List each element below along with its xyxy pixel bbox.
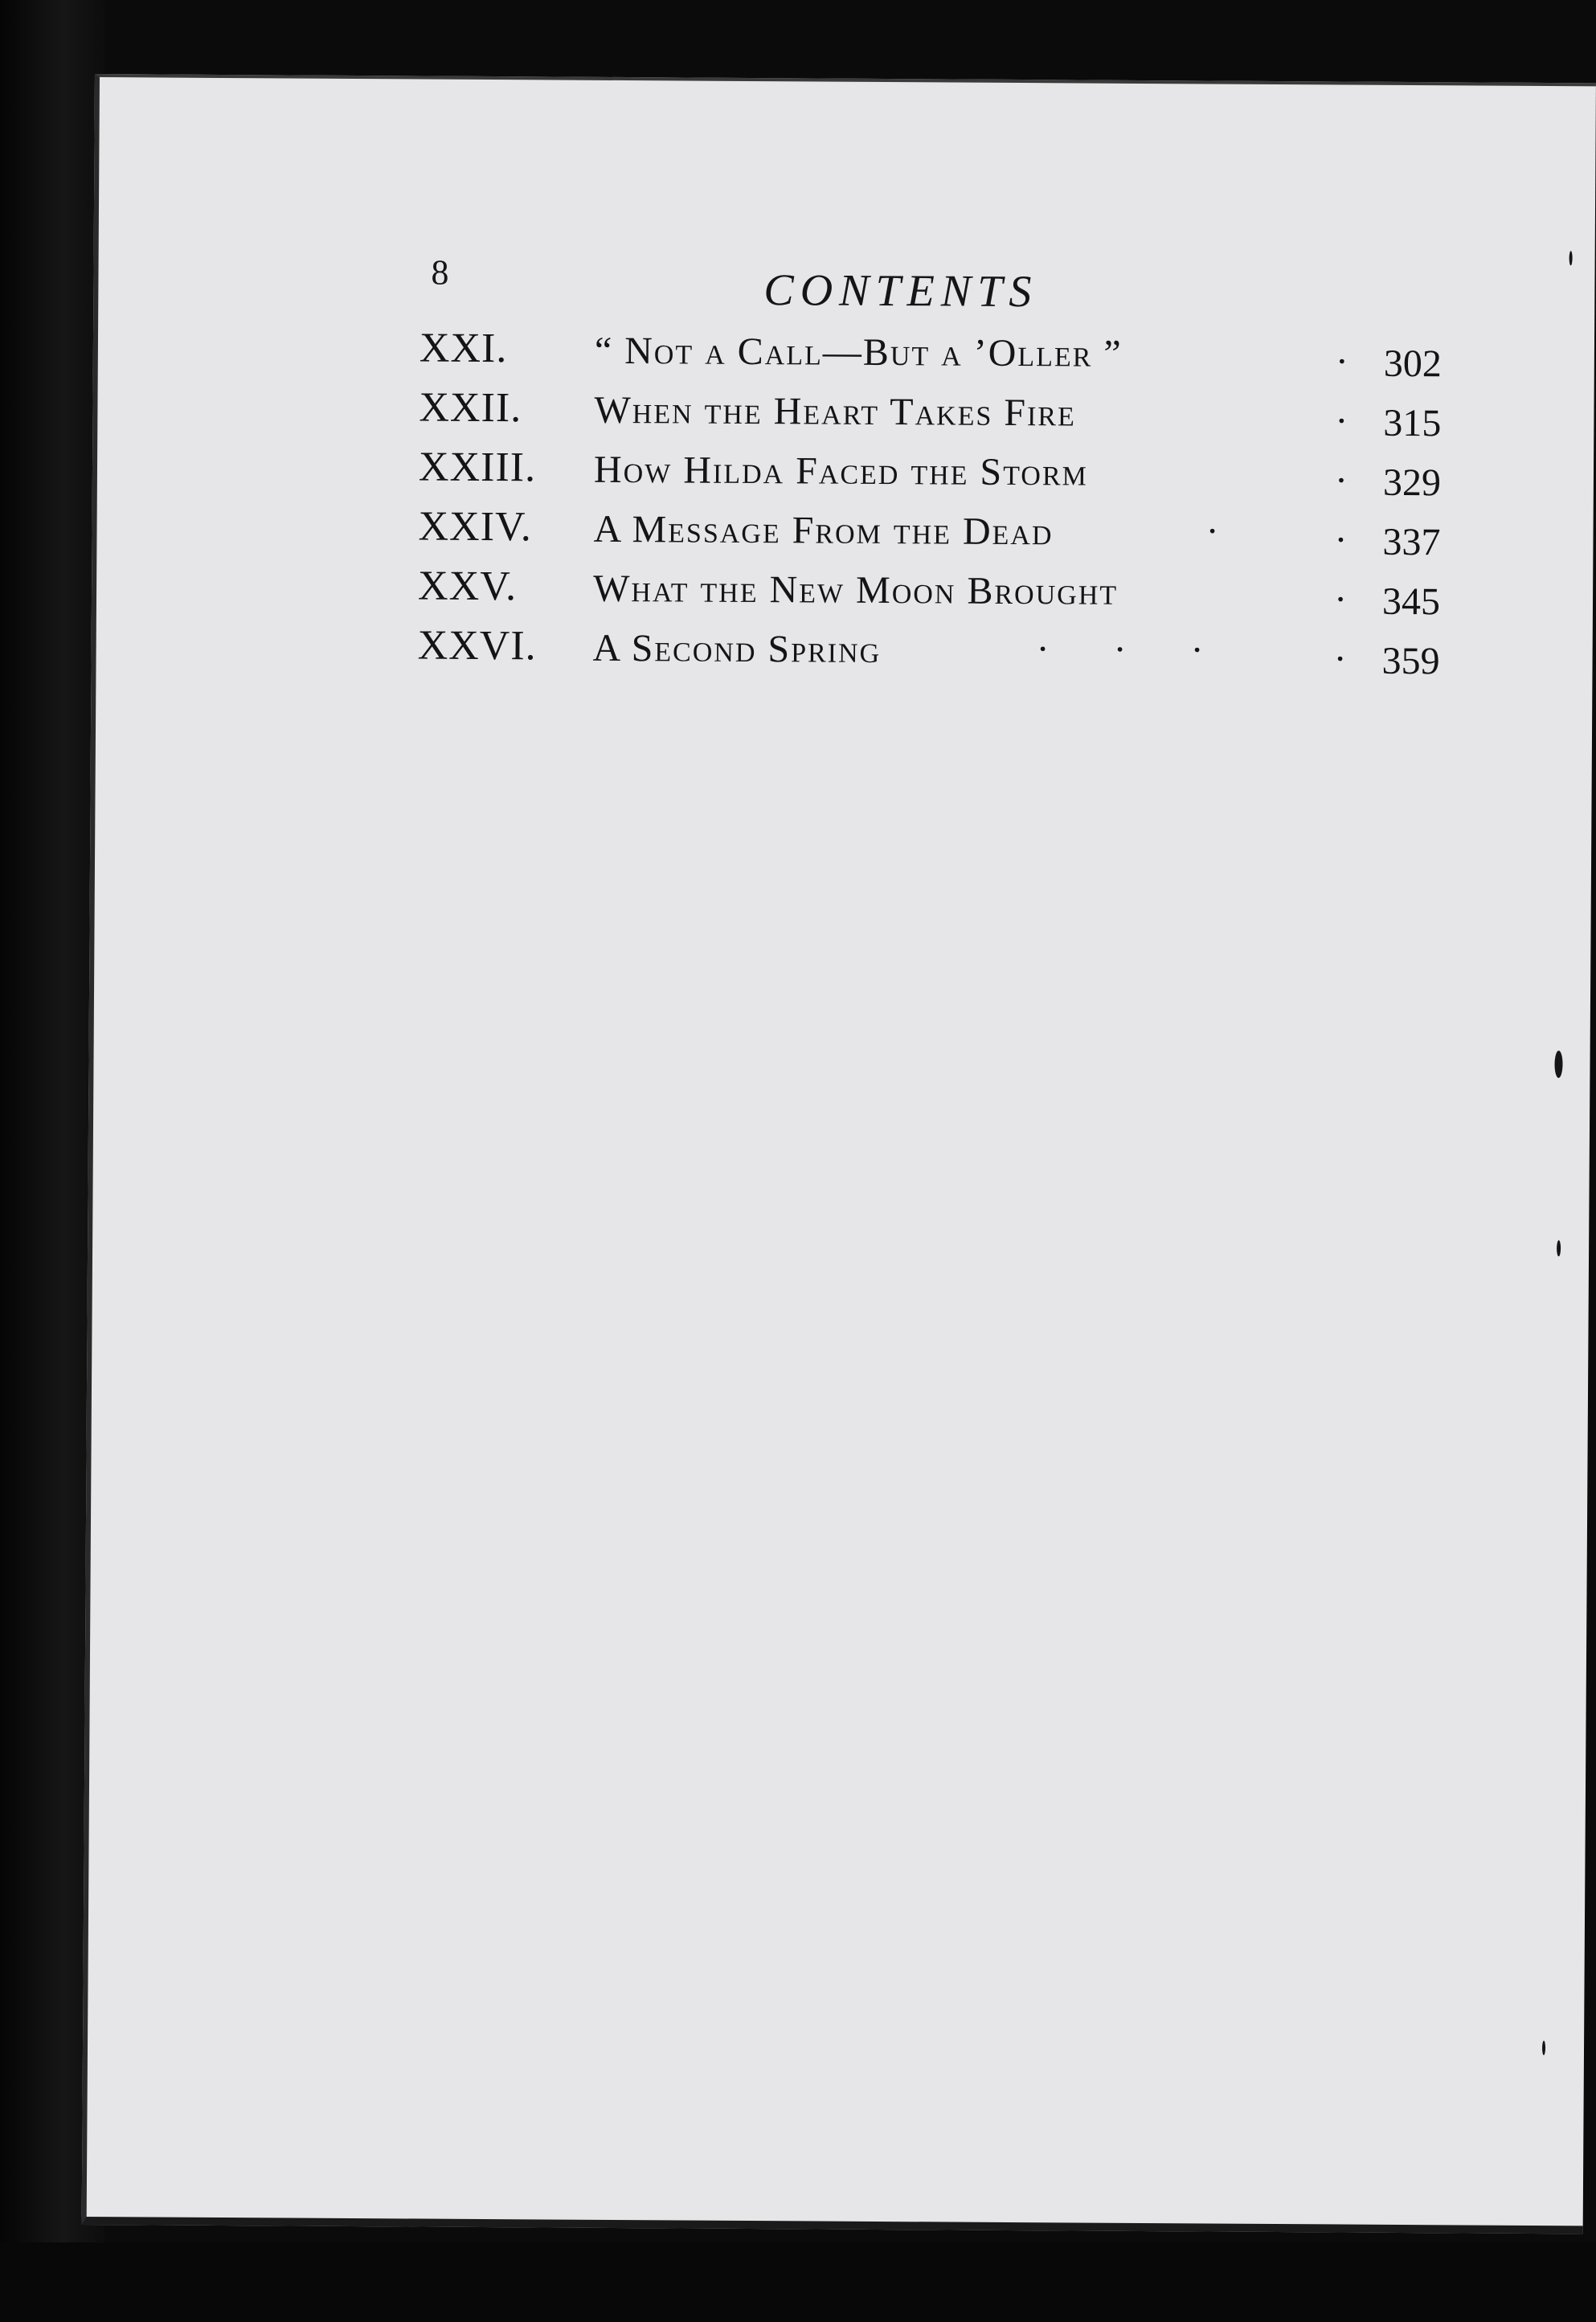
leader-dot: · <box>1333 578 1348 621</box>
leader-dot: · <box>1334 518 1348 562</box>
page-speck <box>1569 251 1573 265</box>
chapter-title: How Hilda Faced the Storm <box>593 448 1088 494</box>
toc-entry <box>419 443 1496 509</box>
chapter-title: What the New Moon Brought <box>592 567 1119 613</box>
dot-leaders: · <box>1205 510 1254 553</box>
chapter-page: 329 <box>1382 461 1442 505</box>
toc-entry <box>418 562 1495 628</box>
page-number: 8 <box>431 252 449 293</box>
chapter-numeral: XXV. <box>417 563 518 610</box>
toc-entry <box>419 383 1496 449</box>
chapter-page: 315 <box>1383 401 1442 445</box>
page-speck <box>1557 1240 1561 1256</box>
page-speck <box>1542 2041 1545 2055</box>
chapter-page: 302 <box>1383 342 1442 386</box>
page-speck <box>1554 1050 1562 1078</box>
book-page <box>82 74 1596 2234</box>
leader-dot: · <box>1334 459 1348 502</box>
chapter-numeral: XXII. <box>419 384 522 432</box>
running-head: CONTENTS <box>763 265 1038 317</box>
chapter-numeral: XXIII. <box>418 444 537 491</box>
chapter-numeral: XXI. <box>419 325 508 372</box>
chapter-title: A Second Spring <box>592 626 882 671</box>
toc-entry <box>418 502 1495 568</box>
leader-dot: · <box>1335 340 1348 383</box>
dot-leaders: · · · <box>1036 628 1231 672</box>
chapter-page: 345 <box>1381 579 1441 624</box>
table-of-contents <box>417 324 1496 687</box>
chapter-title: A Message From the Dead <box>593 507 1054 554</box>
chapter-numeral: XXIV. <box>418 503 533 551</box>
chapter-numeral: XXVI. <box>417 622 537 670</box>
leader-dot: · <box>1335 399 1348 443</box>
toc-entry <box>419 324 1496 390</box>
chapter-title: “ Not a Call—But a ’Oller ” <box>594 329 1123 375</box>
toc-entry <box>417 621 1494 687</box>
chapter-title: When the Heart Takes Fire <box>594 388 1076 435</box>
scan-border-bottom <box>0 2242 1596 2322</box>
chapter-page: 359 <box>1381 639 1440 683</box>
chapter-page: 337 <box>1382 520 1441 564</box>
leader-dot: · <box>1333 637 1347 681</box>
